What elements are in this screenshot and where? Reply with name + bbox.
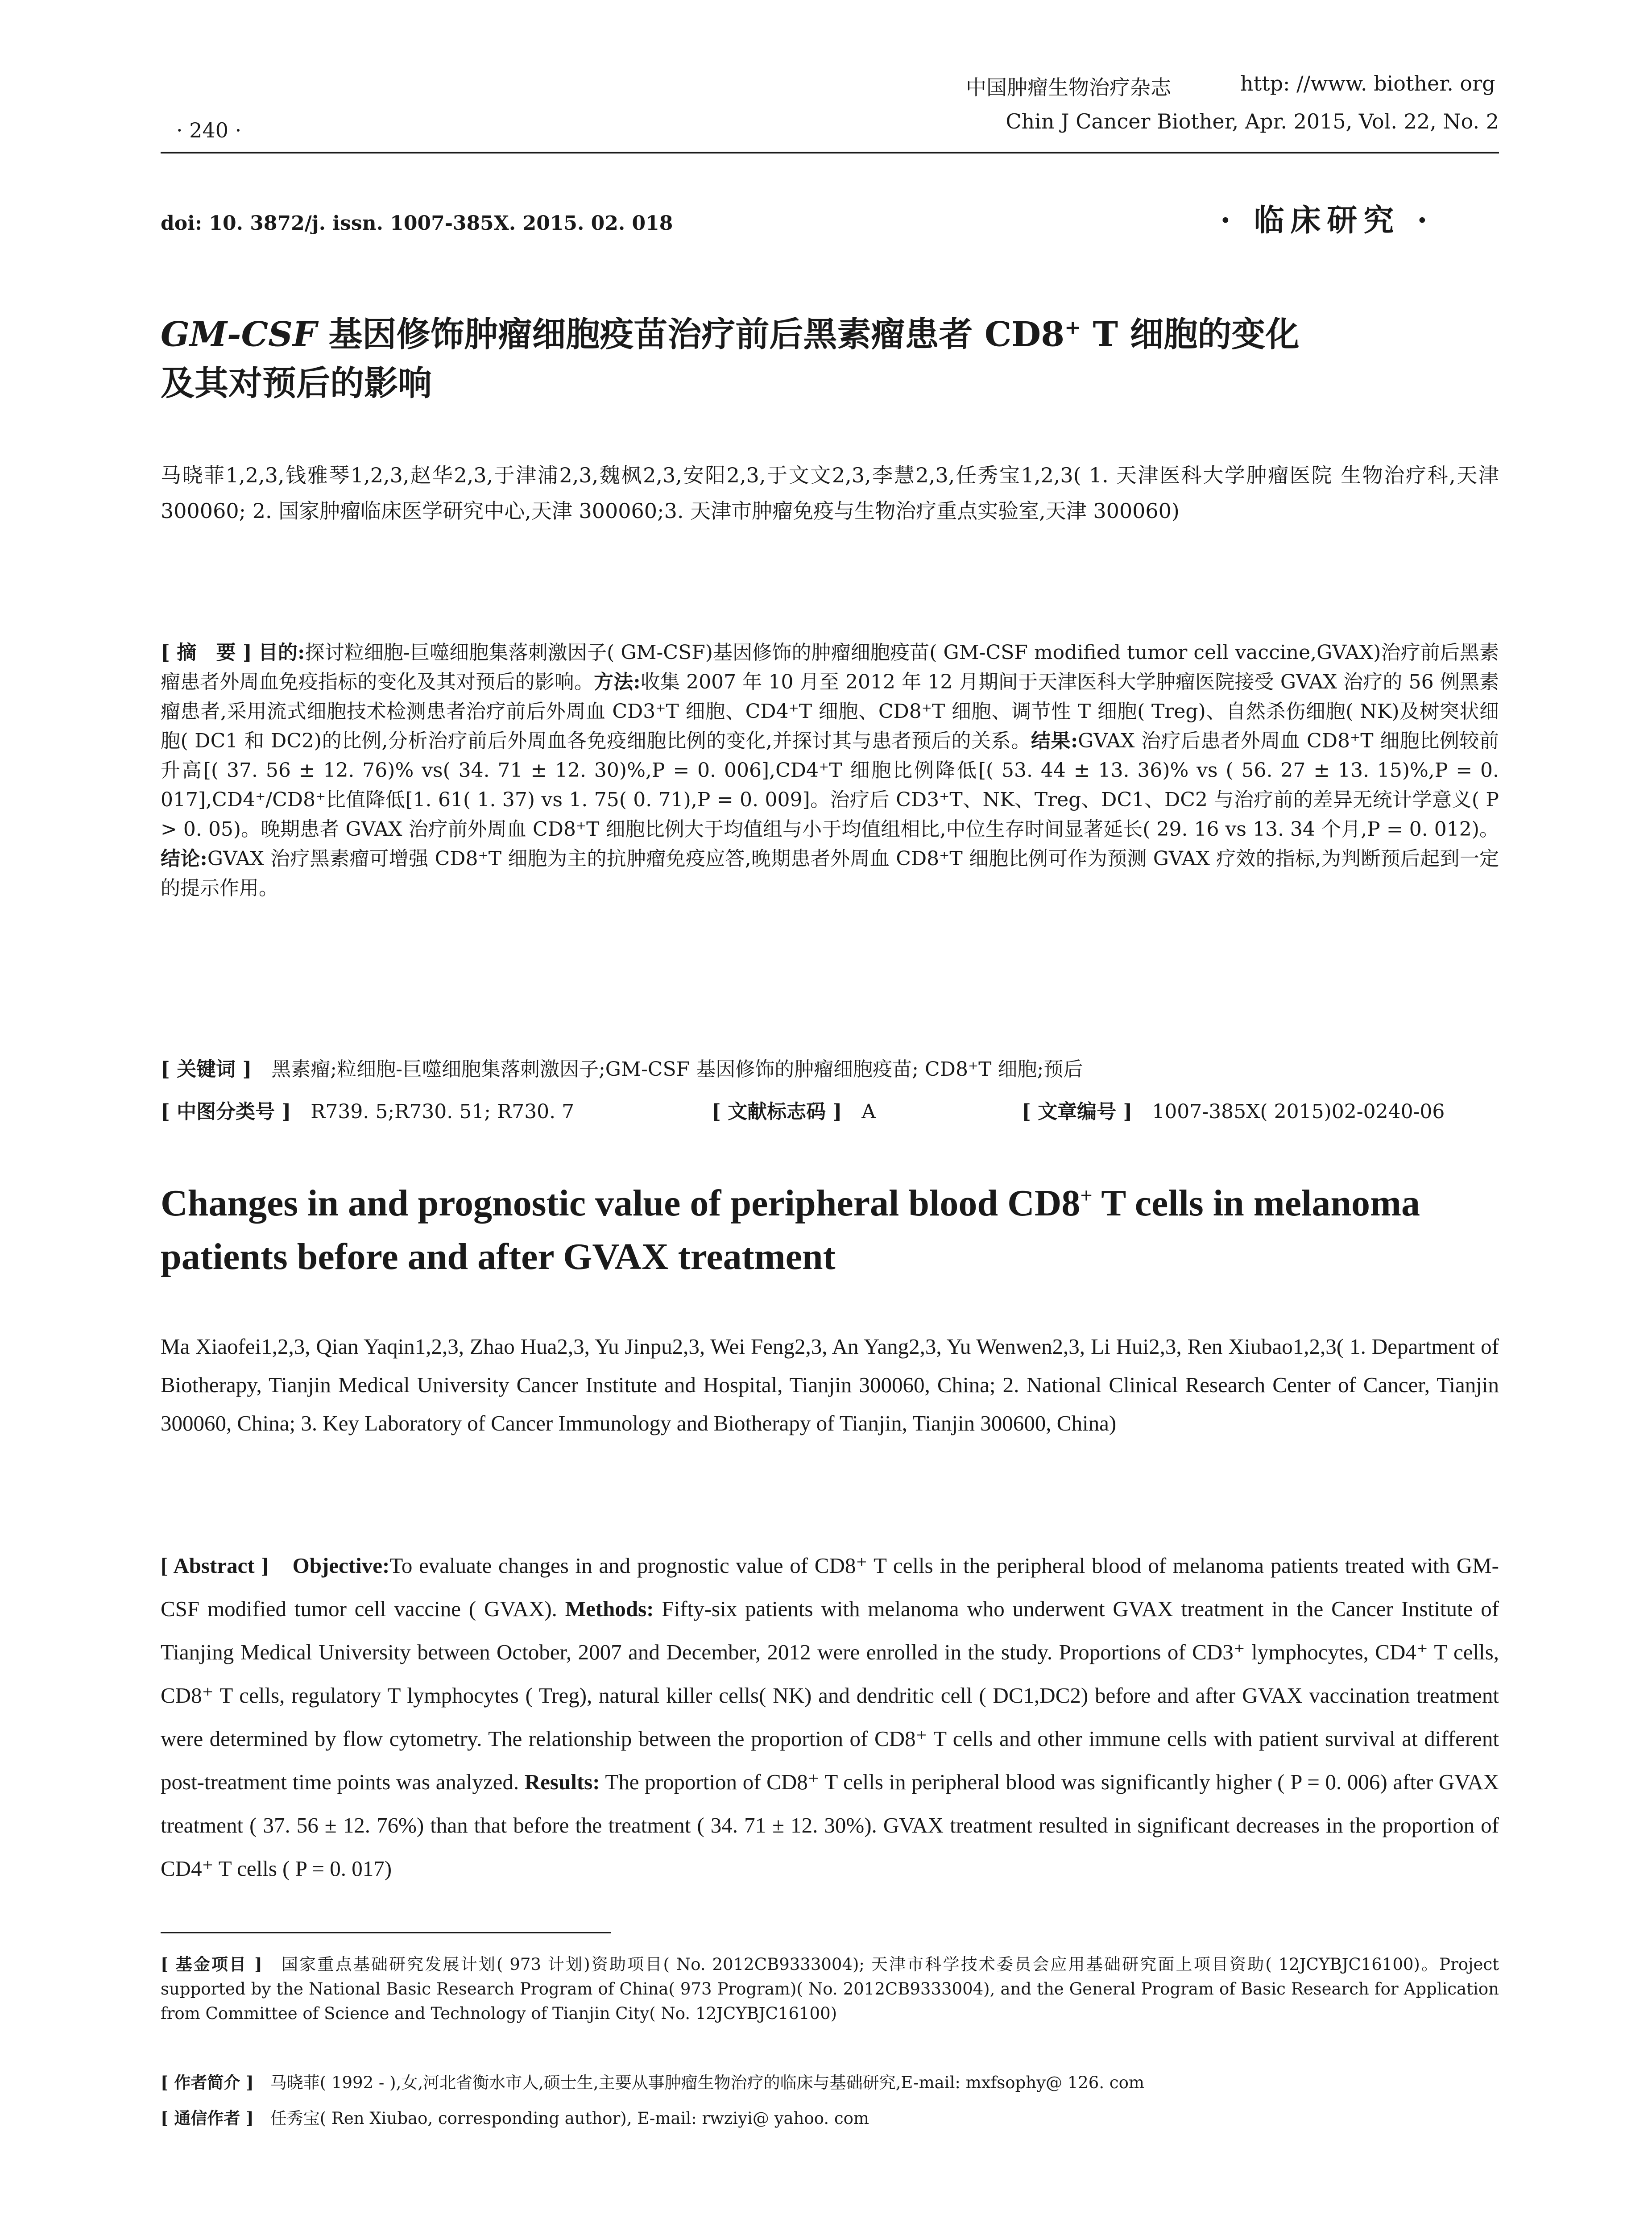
title-cn-sup: +: [1064, 316, 1081, 339]
methods-en: Fifty-six patients with melanoma who underwent GVAX treatment in the Cancer Institute of Tianjing Medical University between October, 2007 and December, 2012 were enrolled in the study. Proportions of CD3⁺ lymphocytes, CD4⁺ T cells, CD8⁺ T cells, regulatory T lymphocytes ( Treg), natural killer cells( NK) and dendritic cell ( DC1,DC2) before and after GVAX vaccination treatment were determined by flow cytometry. The relationship between the proportion of CD8⁺ T cells and other immune cells with patient survival at different post-treatment time points was analyzed.: [161, 1597, 1499, 1794]
article-no-label: [ 文章编号 ]: [1022, 1100, 1133, 1123]
doc-code-label: [ 文献标志码 ]: [712, 1100, 842, 1123]
keywords-cn: [161, 1053, 1499, 1082]
article-no-value: 1007-385X( 2015)02-0240-06: [1152, 1100, 1445, 1123]
keywords-cn-text: 黑素瘤;粒细胞-巨噬细胞集落刺激因子;GM-CSF 基因修饰的肿瘤细胞疫苗; CD8⁺T 细胞;预后: [271, 1058, 1083, 1081]
title-en: [161, 1169, 1508, 1284]
author-label: [ 作者简介 ]: [161, 2073, 254, 2092]
objective-en: To evaluate changes in and prognostic value of CD8⁺ T cells in the peripheral blood of melanoma patients treated with GM-CSF modified tumor cell vaccine ( GVAX).: [161, 1553, 1499, 1621]
authors-en: Ma Xiaofei1,2,3, Qian Yaqin1,2,3, Zhao Hua2,3, Yu Jinpu2,3, Wei Feng2,3, An Yang2,3, Yu Wenwen2,3, Li Hui2,3, Ren Xiubao1,2,3( 1. Department of Biotherapy, Tianjin Medical University Cancer Institute and Hospital, Tianjin 300060, China; 2. National Clinical Research Center of Cancer, Tianjin 300060, China; 3. Key Laboratory of Cancer Immunology and Biotherapy of Tianjin, Tianjin 300600, China): [161, 1334, 1499, 1435]
authors-cn: 马晓菲1,2,3,钱雅琴1,2,3,赵华2,3,于津浦2,3,魏枫2,3,安阳2,3,于文文2,3,李慧2,3,任秀宝1,2,3( 1. 天津医科大学肿瘤医院 生物治疗科,天津 300060; 2. 国家肿瘤临床医学研究中心,天津 300060;3. 天津市肿瘤免疫与生物治疗重点实验室,天津 300060): [161, 463, 1499, 523]
title-cn-part2: T 细胞的变化: [1081, 314, 1300, 354]
journal-name-cn: 中国肿瘤生物治疗杂志: [966, 75, 1171, 100]
title-en-line1b: T cells in melanoma: [1092, 1182, 1420, 1224]
objective-cn: 探讨粒细胞-巨噬细胞集落刺激因子( GM-CSF)基因修饰的肿瘤细胞疫苗( GM-CSF modified tumor cell vaccine,GVAX)治疗前后黑素瘤患者外周血免疫指标的变化及其对预后的影响。: [161, 641, 1499, 693]
abstract-cn: [161, 638, 1499, 903]
results-en: The proportion of CD8⁺ T cells in peripheral blood was significantly higher ( P = 0. 006) after GVAX treatment ( 37. 56 ± 12. 76%) than that before the treatment ( 34. 71 ± 12. 30%). GVAX treatment resulted in significant decreases in the proportion of CD4⁺ T cells ( P = 0. 017): [161, 1770, 1499, 1881]
title-cn: [161, 303, 1508, 408]
title-en-sup: +: [1080, 1184, 1093, 1207]
page-number: · 240 ·: [176, 118, 242, 142]
methods-cn: 收集 2007 年 10 月至 2012 年 12 月期间于天津医科大学肿瘤医院接受 GVAX 治疗的 56 例黑素瘤患者,采用流式细胞技术检测患者治疗前后外周血 CD3⁺T 细胞、CD4⁺T 细胞、CD8⁺T 细胞、调节性 T 细胞( Treg)、自然杀伤细胞( NK)及树突状细胞( DC1 和 DC2)的比例,分析治疗前后外周血各免疫细胞比例的变化,并探讨其与患者预后的关系。: [161, 671, 1499, 752]
footnote-corr: [161, 2106, 1499, 2131]
author-text: 马晓菲( 1992 - ),女,河北省衡水市人,硕士生,主要从事肿瘤生物治疗的临床与基础研究,E-mail: mxfsophy@ 126. com: [270, 2073, 1144, 2092]
clc-value: R739. 5;R730. 51; R730. 7: [311, 1100, 575, 1123]
footnote-rule: [161, 1932, 611, 1933]
footnote-author: [161, 2070, 1499, 2095]
results-cn-label: 结果:: [1031, 730, 1078, 752]
fund-text: 国家重点基础研究发展计划( 973 计划)资助项目( No. 2012CB9333004); 天津市科学技术委员会应用基础研究面上项目资助( 12JCYBJC16100)。Project supported by the National Basic Research Program of China( 973 Program)( No. 2012CB9333004), and the General Program of Basic Research for Application from Committee of Science and Technology of Tianjin City( No. 12JCYBJC16100): [161, 1955, 1499, 2023]
abstract-en: [161, 1544, 1499, 1890]
objective-cn-label: 目的:: [258, 641, 305, 664]
footnote-fund: [161, 1952, 1499, 2026]
conclusion-cn: GVAX 治疗黑素瘤可增强 CD8⁺T 细胞为主的抗肿瘤免疫应答,晚期患者外周血 CD8⁺T 细胞比例可作为预测 GVAX 疗效的指标,为判断预后起到一定的提示作用。: [161, 847, 1499, 900]
title-en-line1: Changes in and prognostic value of peripheral blood CD8: [161, 1182, 1081, 1224]
journal-url: http: //www. biother. org: [1240, 71, 1495, 95]
conclusion-cn-label: 结论:: [161, 847, 207, 870]
results-en-label: Results:: [524, 1770, 600, 1794]
title-cn-gene: GM-CSF: [161, 314, 317, 354]
clc-cn: [161, 1095, 574, 1124]
methods-en-label: Methods:: [565, 1597, 654, 1621]
doc-code-cn: [712, 1095, 876, 1124]
title-cn-part1: 基因修饰肿瘤细胞疫苗治疗前后黑素瘤患者 CD8: [316, 314, 1065, 354]
corr-text: 任秀宝( Ren Xiubao, corresponding author), E-mail: rwziyi@ yahoo. com: [270, 2109, 869, 2128]
journal-citation: Chin J Cancer Biother, Apr. 2015, Vol. 22, No. 2: [1006, 109, 1499, 133]
abstract-cn-label: [ 摘 要 ]: [161, 641, 252, 664]
fund-label: [ 基金项目 ]: [161, 1954, 262, 1974]
corr-label: [ 通信作者 ]: [161, 2108, 254, 2128]
doc-code-value: A: [861, 1100, 876, 1123]
header-rule: [161, 152, 1499, 153]
title-en-line2: patients before and after GVAX treatment: [161, 1236, 836, 1277]
methods-cn-label: 方法:: [594, 671, 641, 693]
results-cn: GVAX 治疗后患者外周血 CD8⁺T 细胞比例较前升高[( 37. 56 ± 12. 76)% vs( 34. 71 ± 12. 30)%,P = 0. 006],CD4⁺T 细胞比例降低[( 53. 44 ± 13. 36)% vs ( 56. 27 ± 13. 15)%,P = 0. 017],CD4⁺/CD8⁺比值降低[1. 61( 1. 37) vs 1. 75( 0. 71),P = 0. 009]。治疗后 CD3⁺T、NK、Treg、DC1、DC2 与治疗前的差异无统计学意义( P > 0. 05)。晚期患者 GVAX 治疗前外周血 CD8⁺T 细胞比例大于均值组与小于均值组相比,中位生存时间显著延长( 29. 16 vs 13. 34 个月,P = 0. 012)。: [161, 730, 1499, 841]
article-no-cn: [1022, 1095, 1445, 1124]
keywords-cn-label: [ 关键词 ]: [161, 1058, 252, 1081]
abstract-en-label: [ Abstract ]: [161, 1553, 269, 1578]
clc-label: [ 中图分类号 ]: [161, 1100, 291, 1123]
objective-en-label: Objective:: [292, 1553, 390, 1578]
section-label: · 临床研究 ·: [1220, 203, 1434, 238]
title-cn-line2: 及其对预后的影响: [161, 363, 432, 403]
doi: doi: 10. 3872/j. issn. 1007-385X. 2015. 02. 018: [161, 212, 673, 235]
